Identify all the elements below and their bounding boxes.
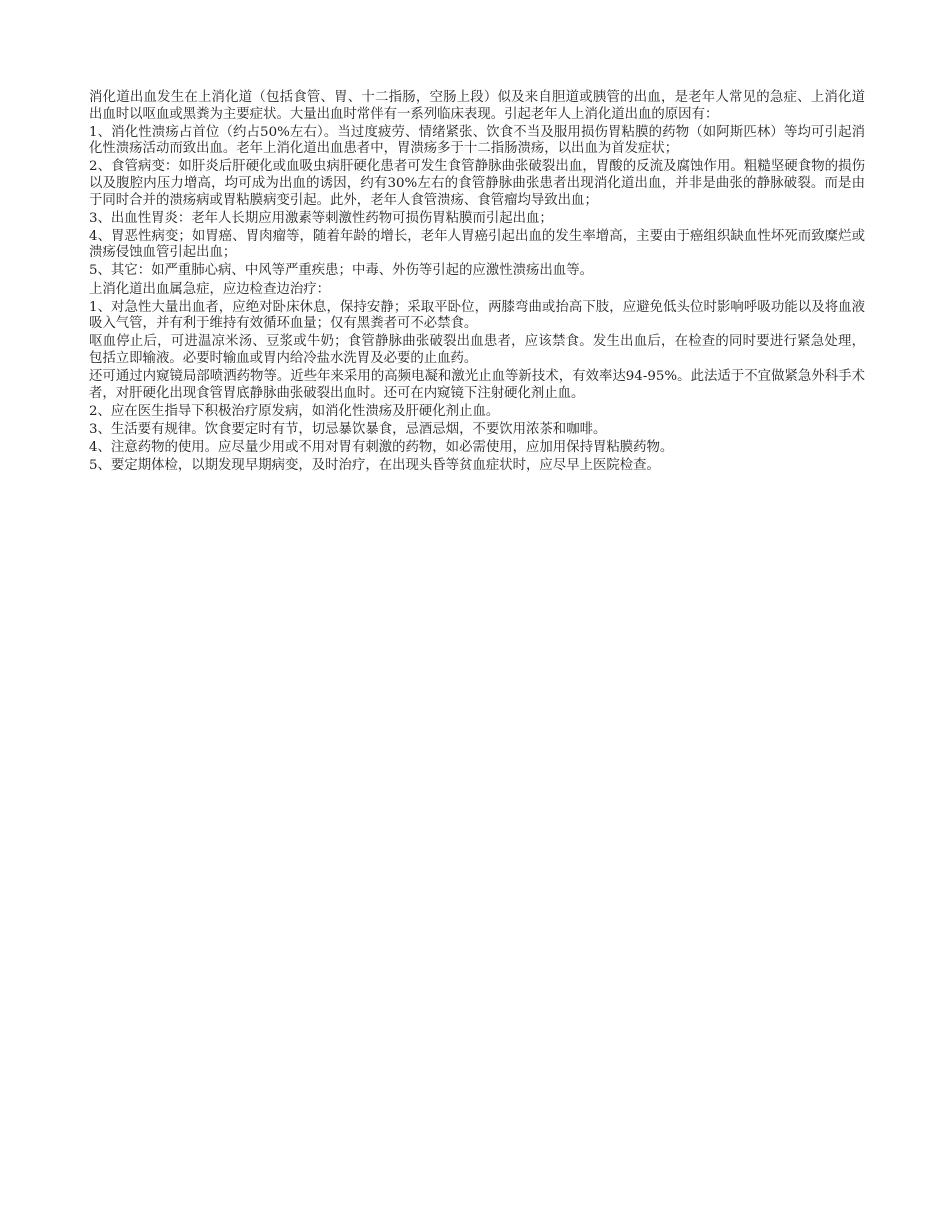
cause-esophageal-lesion: 2、食管病变：如肝炎后肝硬化或血吸虫病肝硬化患者可发生食管静脉曲张破裂出血，胃酸的反流及腐蚀作用。粗糙坚硬食物的损伤以及腹腔内压力增高，均可成为出血的诱因，约有30%左右的食管静脉曲张患者出现消化道出血，并非是曲张的静脉破裂。而是由于同时合并的溃疡病或胃粘膜病变引起。此外，老年人食管溃疡、食管瘤均导致出血； bbox=[89, 159, 865, 208]
treatment-endoscopy: 还可通过内窥镜局部喷洒药物等。近些年来采用的高频电凝和激光止血等新技术，有效率达94-95%。此法适于不宜做紧急外科手术者，对肝硬化出现食管胃底静脉曲张破裂出血时。还可在内窥镜下注射硬化剂止血。 bbox=[89, 369, 865, 401]
advice-lifestyle: 3、生活要有规律。饮食要定时有节，切忌暴饮暴食，忌酒忌烟，不要饮用浓茶和咖啡。 bbox=[89, 421, 607, 437]
cause-other: 5、其它：如严重肺心病、中风等严重疾患；中毒、外伤等引起的应激性溃疡出血等。 bbox=[89, 263, 593, 279]
cause-gastric-malignancy: 4、胃恶性病变；如胃癌、胃肉瘤等，随着年龄的增长，老年人胃癌引起出血的发生率增高，主要由于癌组织缺血性坏死而致糜烂或溃疡侵蚀血管引起出血； bbox=[89, 228, 865, 261]
cause-peptic-ulcer: 1、消化性溃疡占首位（约占50%左右）。当过度疲劳、情绪紧张、饮食不当及服用损伤胃粘膜的药物（如阿斯匹林）等均可引起消化性溃疡活动而致出血。老年上消化道出血患者中，胃溃疡多于十二指肠溃疡，以出血为首发症状； bbox=[89, 124, 865, 157]
intro-paragraph: 消化道出血发生在上消化道（包括食管、胃、十二指肠，空肠上段）似及来自胆道或胰管的出血，是老年人常见的急症、上消化道出血时以呕血或黑粪为主要症状。大量出血时常伴有一系列临床表现。引起老年人上消化道出血的原因有： bbox=[89, 90, 865, 122]
advice-medication: 4、注意药物的使用。应尽量少用或不用对胃有刺激的药物，如必需使用，应加用保持胃粘膜药物。 bbox=[89, 439, 674, 455]
treatment-bed-rest: 1、对急性大量出血者，应绝对卧床休息，保持安静；采取平卧位，两膝弯曲或抬高下肢，应避免低头位时影响呼吸功能以及将血液吸入气管，并有利于维持有效循环血量；仅有黑粪者可不必禁食。 bbox=[89, 299, 865, 332]
document-body bbox=[89, 90, 865, 476]
advice-primary-disease: 2、应在医生指导下积极治疗原发病，如消化性溃疡及肝硬化剂止血。 bbox=[89, 403, 500, 419]
cause-hemorrhagic-gastritis: 3、出血性胃炎：老年人长期应用激素等刺激性药物可损伤胃粘膜而引起出血； bbox=[89, 210, 553, 226]
treatment-diet-emergency: 呕血停止后，可进温凉米汤、豆浆或牛奶；食管静脉曲张破裂出血患者，应该禁食。发生出血后，在检查的同时要进行紧急处理，包括立即输液。必要时输血或胃内给冷盐水洗胃及必要的止血药。 bbox=[89, 334, 865, 366]
treatment-heading: 上消化道出血属急症，应边检查边治疗： bbox=[89, 281, 331, 297]
advice-checkup: 5、要定期体检，以期发现早期病变，及时治疗，在出现头昏等贫血症状时，应尽早上医院检查。 bbox=[89, 457, 660, 473]
